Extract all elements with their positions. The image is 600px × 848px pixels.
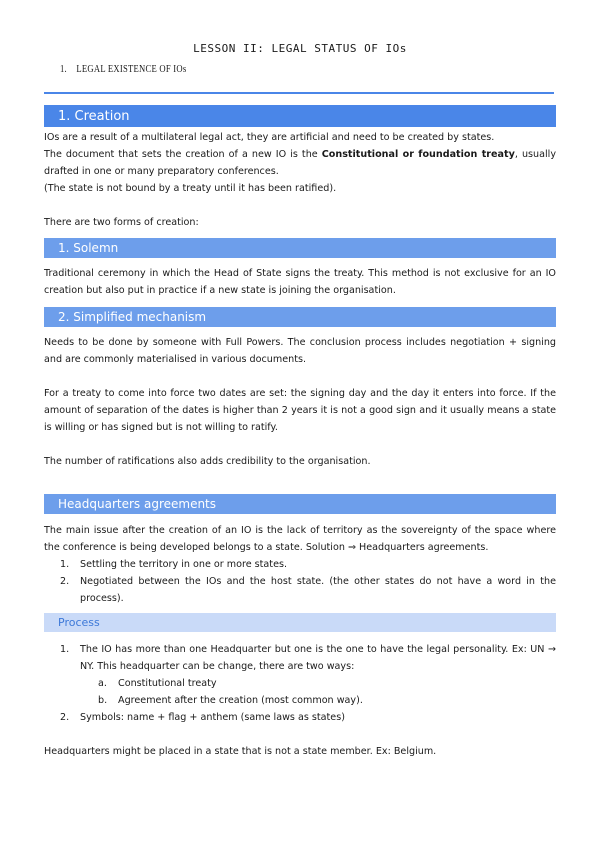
- headquarters-intro: The main issue after the creation of an IO is the lack of territory as the sovereignty of the space where the conference is being developed belongs to a state. Solution ⇒ Headquarters agreements.: [44, 525, 556, 553]
- sub-list-item: [98, 675, 556, 692]
- simplified-heading-text: 2. Simplified mechanism: [58, 310, 207, 324]
- list-item-text: Symbols: name + flag + anthem (same laws as states): [80, 712, 345, 723]
- simplified-heading: [44, 307, 556, 327]
- subtitle-text: LEGAL EXISTENCE OF IOs: [76, 64, 187, 75]
- list-marker: 1.: [60, 644, 70, 655]
- list-item: [60, 573, 556, 607]
- creation-heading: [44, 105, 556, 127]
- list-marker: 2.: [60, 712, 70, 723]
- solemn-text: Traditional ceremony in which the Head of State signs the treaty. This method is not exclusive for an IO creation but also put in practice if a new state is joining the organisation.: [44, 268, 556, 296]
- foundation-treaty-term: Constitutional or foundation treaty: [321, 149, 515, 160]
- list-marker: 2.: [60, 576, 70, 587]
- sub-list-item-text: Constitutional treaty: [118, 678, 217, 689]
- headquarters-heading-text: Headquarters agreements: [58, 497, 217, 511]
- process-heading: [44, 613, 556, 632]
- list-item: [60, 641, 556, 675]
- sub-list-item-text: Agreement after the creation (most common way).: [118, 695, 363, 706]
- creation-line-2-pre: The document that sets the creation of a new IO is the: [44, 149, 322, 160]
- creation-line-2-post: , usually drafted in one or many preparatory conferences.: [44, 149, 556, 177]
- solemn-heading-text: 1. Solemn: [58, 241, 119, 255]
- simplified-text-3: The number of ratifications also adds credibility to the organisation.: [44, 456, 371, 467]
- creation-line-3: (The state is not bound by a treaty until it has been ratified).: [44, 183, 337, 194]
- headquarters-heading: [44, 494, 556, 514]
- list-item-text: The IO has more than one Headquarter but one is the one to have the legal personality. Ex: UN → NY. This headquarter can be change, there are two ways:: [80, 644, 556, 672]
- subtitle-number: 1.: [60, 64, 67, 75]
- creation-line-1: IOs are a result of a multilateral legal act, they are artificial and need to be created by states.: [44, 132, 495, 143]
- list-item: [60, 709, 556, 726]
- lesson-title: LESSON II: LEGAL STATUS OF IOs: [193, 42, 407, 55]
- list-item-text: Settling the territory in one or more states.: [80, 559, 288, 570]
- title-rule: [44, 92, 554, 94]
- simplified-text-1: Needs to be done by someone with Full Powers. The conclusion process includes negotiation + signing and are commonly materialised in various documents.: [44, 337, 556, 365]
- sub-list-item: [98, 692, 556, 709]
- creation-heading-text: 1. Creation: [58, 108, 130, 124]
- list-item: [60, 556, 556, 573]
- creation-line-2: [44, 146, 556, 180]
- closing-note: Headquarters might be placed in a state that is not a state member. Ex: Belgium.: [44, 746, 437, 757]
- list-item-text: Negotiated between the IOs and the host state. (the other states do not have a word in the process).: [80, 576, 556, 604]
- process-heading-text: Process: [58, 616, 100, 629]
- sub-list-marker: b.: [98, 695, 108, 706]
- forms-intro: There are two forms of creation:: [44, 217, 199, 228]
- list-marker: 1.: [60, 559, 70, 570]
- solemn-heading: [44, 238, 556, 258]
- sub-list-marker: a.: [98, 678, 107, 689]
- simplified-text-2: For a treaty to come into force two dates are set: the signing day and the day it enters into force. If the amount of separation of the dates is higher than 2 years it is not a good sign and it usually means a state is willing or has signed but is not willing to ratify.: [44, 388, 556, 433]
- section-subtitle: [60, 64, 186, 75]
